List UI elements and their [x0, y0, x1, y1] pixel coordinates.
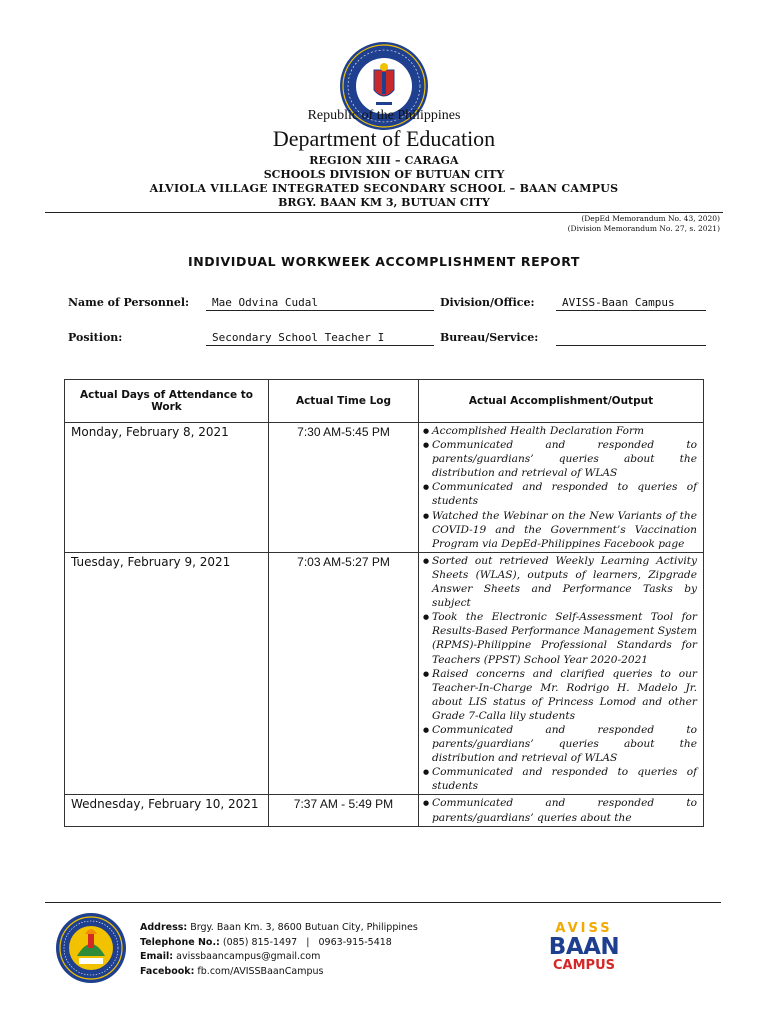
phone-value: (085) 815-1497 | 0963-915-5418 [222, 936, 392, 948]
region-heading: REGION XIII – CARAGA [309, 154, 459, 167]
brand-line-2: BAAN [548, 934, 620, 960]
name-label: Name of Personnel: [68, 296, 190, 309]
email-value[interactable]: avissbaancampus@gmail.com [176, 951, 321, 962]
time-cell: 7:37 AM - 5:49 PM [269, 795, 419, 826]
position-field[interactable]: Secondary School Teacher I [206, 330, 434, 346]
accomplishment-table [64, 379, 704, 827]
footer-divider [45, 902, 721, 903]
memo-reference [568, 214, 720, 234]
list-item: ● Communicated and responded to parents/guardians’ queries about the distribution and retrieval of WLAS [423, 438, 697, 480]
time-cell: 7:30 AM-5:45 PM [269, 423, 419, 553]
report-title: INDIVIDUAL WORKWEEK ACCOMPLISHMENT REPORT [187, 254, 580, 269]
list-item: ● Communicated and responded to queries of students [423, 765, 697, 793]
list-item: ● Took the Electronic Self-Assessment Tool for Results-Based Performance Management System (RPMS)-Philippine Professional Standards for Teachers (PPST) School Year 2020-2021 [423, 610, 697, 666]
list-item: ● Communicated and responded to parents/guardians’ queries about the [423, 796, 697, 824]
list-item: ● Communicated and responded to parents/guardians’ queries about the distribution and retrieval of WLAS [423, 723, 697, 765]
republic-heading: Republic of the Philippines [307, 108, 461, 123]
memo-line-2: (Division Memorandum No. 27, s. 2021) [567, 224, 720, 233]
output-cell [419, 795, 704, 826]
column-header-output: Actual Accomplishment/Output [419, 380, 704, 423]
aviss-baan-campus-logo [548, 922, 620, 973]
day-cell: Wednesday, February 10, 2021 [65, 795, 269, 826]
facebook-line [140, 965, 418, 980]
school-address-heading: BRGY. BAAN KM 3, BUTUAN CITY [278, 196, 490, 209]
bureau-field[interactable] [556, 330, 706, 346]
email-line [140, 950, 418, 965]
column-header-days: Actual Days of Attendance to Work [65, 380, 269, 423]
day-cell: Monday, February 8, 2021 [65, 423, 269, 553]
school-logo-icon [55, 912, 127, 984]
address-label: Address: [140, 922, 188, 933]
day-cell: Tuesday, February 9, 2021 [65, 552, 269, 795]
table-header-row [65, 380, 704, 423]
time-cell: 7:03 AM-5:27 PM [269, 552, 419, 795]
email-label: Email: [140, 951, 174, 962]
division-label: Division/Office: [440, 296, 535, 309]
department-heading: Department of Education [272, 126, 496, 151]
school-heading: ALVIOLA VILLAGE INTEGRATED SECONDARY SCHOOL – BAAN CAMPUS [149, 182, 619, 195]
phone-line [140, 936, 418, 951]
memo-line-1: (DepEd Memorandum No. 43, 2020) [581, 214, 720, 223]
output-cell [419, 423, 704, 553]
address-value: Brgy. Baan Km. 3, 8600 Butuan City, Philippines [190, 922, 418, 933]
output-cell [419, 552, 704, 795]
table-row [65, 795, 704, 826]
table-row [65, 552, 704, 795]
contact-block [140, 921, 418, 979]
facebook-label: Facebook: [140, 965, 195, 977]
header-divider [45, 212, 723, 213]
address-line [140, 921, 418, 936]
position-label: Position: [68, 331, 123, 344]
facebook-value[interactable]: fb.com/AVISSBaanCampus [197, 965, 324, 977]
brand-line-1: AVISS [555, 921, 613, 936]
phone-label: Telephone No.: [140, 936, 220, 948]
division-field[interactable]: AVISS-Baan Campus [556, 295, 706, 311]
bureau-label: Bureau/Service: [440, 331, 539, 344]
list-item: ● Accomplished Health Declaration Form [423, 424, 697, 438]
list-item: ● Watched the Webinar on the New Variants of the COVID-19 and the Government’s Vaccination Program via DepEd-Philippines Facebook page [423, 509, 697, 551]
division-heading: SCHOOLS DIVISION OF BUTUAN CITY [263, 168, 505, 181]
brand-line-3: CAMPUS [553, 958, 615, 973]
column-header-time: Actual Time Log [269, 380, 419, 423]
name-field[interactable]: Mae Odvina Cudal [206, 295, 434, 311]
list-item: ● Sorted out retrieved Weekly Learning Activity Sheets (WLAS), outputs of learners, Zipgrade Answer Sheets and Performance Tasks by subject [423, 554, 697, 610]
list-item: ● Raised concerns and clarified queries to our Teacher-In-Charge Mr. Rodrigo H. Madelo Jr. about LIS status of Princess Lomod and other Grade 7-Calla lily students [423, 667, 697, 723]
list-item: ● Communicated and responded to queries of students [423, 480, 697, 508]
table-row [65, 423, 704, 553]
